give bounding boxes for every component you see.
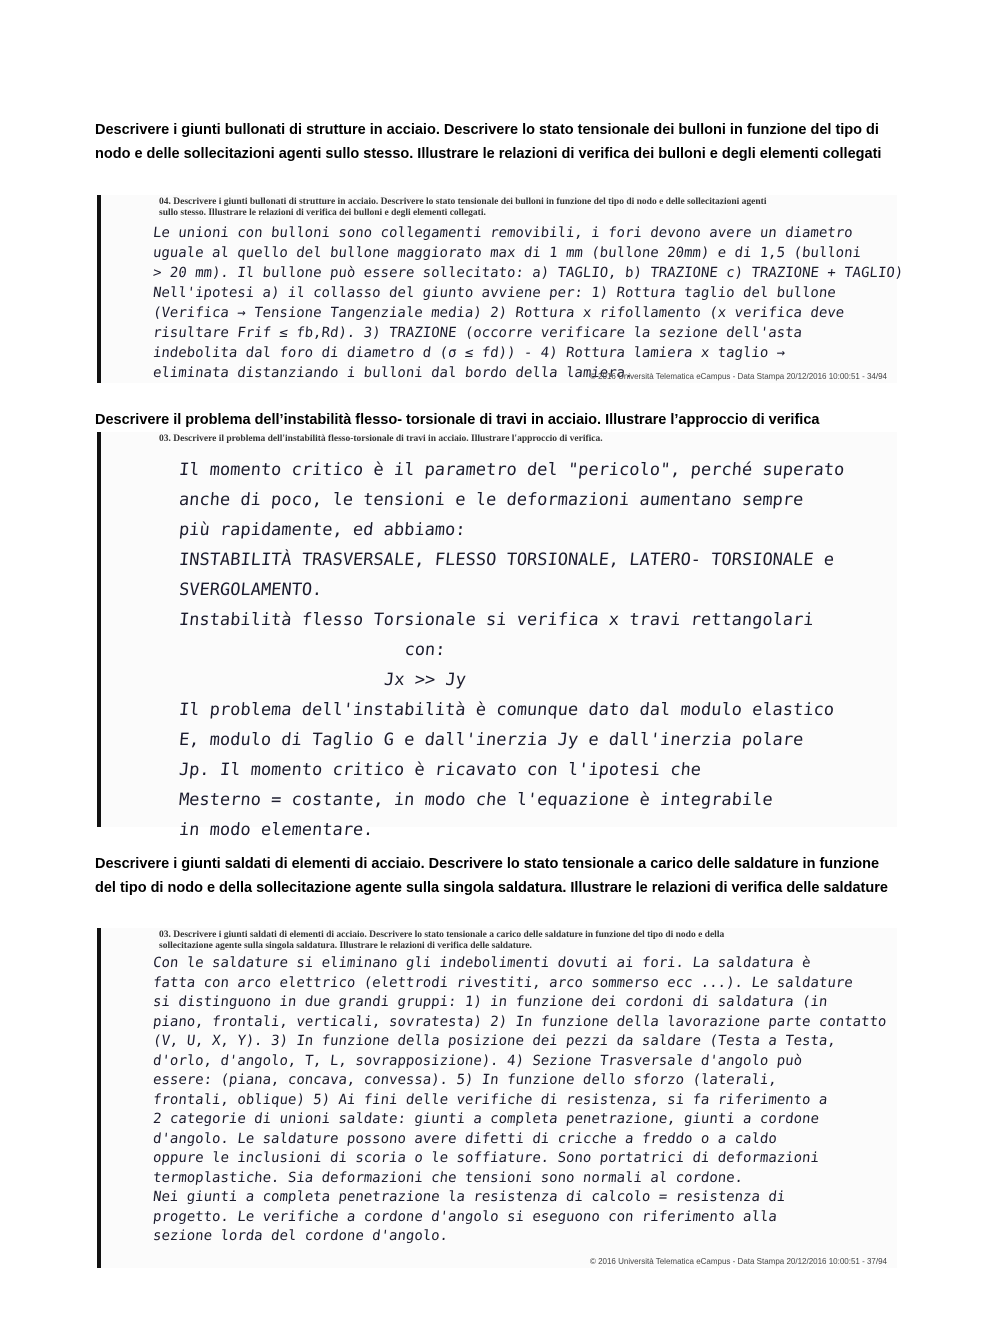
answer-line: Il momento critico è il parametro del "pericolo", perché superato: [178, 460, 846, 480]
answer-line: oppure le inclusioni di scoria o le soffiature. Sono portatrici di deformazioni: [152, 1150, 820, 1166]
answer-line: > 20 mm). Il bullone può essere sollecitato: a) TAGLIO, b) TRAZIONE c) TRAZIONE + TAGLIO): [152, 265, 904, 281]
answer-line: più rapidamente, ed abbiamo:: [178, 520, 467, 540]
answer-line: INSTABILITÀ TRASVERSALE, FLESSO TORSIONALE, LATERO- TORSIONALE e: [178, 550, 835, 570]
answer-line: fatta con arco elettrico (elettrodi rivestiti, arco sommerso ecc ...). Le saldature: [152, 974, 854, 991]
answer-line: Nell'ipotesi a) il collasso del giunto avviene per: 1) Rottura taglio del bullone: [152, 285, 837, 301]
handwritten-answer-2: [101, 445, 846, 845]
scan-1-question-header: 04. Descrivere i giunti bullonati di strutture in acciaio. Descrivere lo stato tensionale dei bulloni in funzione del tipo di nodo e delle sollecitazioni agenti sullo stesso. Illustrare le relazioni di verifica dei bulloni e degli elementi collegati.: [159, 197, 767, 218]
answer-line: Instabilità flesso Torsionale si verifica x travi rettangolari: [178, 610, 815, 630]
scan-3-footer: © 2016 Università Telematica eCampus - Data Stampa 20/12/2016 10:00:51 - 37/94: [589, 1257, 887, 1266]
answer-line: (V, U, X, Y). 3) In funzione della posizione dei pezzi da saldare (Testa a Testa,: [152, 1033, 837, 1049]
answer-line: sezione lorda del cordone d'angolo.: [152, 1228, 449, 1244]
answer-line: indebolita dal foro di diametro d (σ ≤ fd)) - 4) Rottura lamiera x taglio →: [152, 345, 786, 361]
scan-2-question-header: 03. Descrivere il problema dell'instabilità flesso-torsionale di travi in acciaio. Illustrare l'approccio di verifica.: [159, 434, 603, 444]
answer-line: risultare Frif ≤ fb,Rd). 3) TRAZIONE (occorre verificare la sezione dell'asta: [152, 325, 803, 341]
answer-line: eliminata distanziando i bulloni dal bordo della lamiera.: [152, 365, 635, 381]
answer-line: Con le saldature si eliminano gli indebolimenti dovuti ai fori. La saldatura è: [152, 955, 812, 971]
scan-1-footer: © 2016 Università Telematica eCampus - Data Stampa 20/12/2016 10:00:51 - 34/94: [589, 372, 887, 381]
answer-line: con:: [403, 640, 447, 660]
answer-line: SVERGOLAMENTO.: [178, 580, 324, 600]
handwritten-answer-2-scan: [97, 432, 897, 840]
handwritten-answer-3-scan: [97, 928, 897, 1268]
question-1-title: Descrivere i giunti bullonati di strutture in acciaio. Descrivere lo stato tensionale dei bulloni in funzione del tipo di nodo e delle sollecitazioni agenti sullo stesso. Illustrare le relazioni di verifica dei bulloni e degli elementi collegati: [95, 122, 882, 162]
answer-line: Nei giunti a completa penetrazione la resistenza di calcolo = resistenza di: [152, 1189, 787, 1205]
answer-line: progetto. Le verifiche a cordone d'angolo si eseguono con riferimento alla: [152, 1208, 778, 1225]
handwritten-answer-1-scan: [97, 195, 904, 383]
handwritten-answer-3: [101, 952, 888, 1247]
answer-line: essere: (piana, concava, convessa). 5) In funzione dello sforzo (laterali,: [152, 1072, 778, 1088]
formula-line: Jx >> Jy: [383, 670, 467, 690]
answer-line: E, modulo di Taglio G e dall'inerzia Jy e dall'inerzia polare: [178, 730, 805, 750]
answer-line: 2 categorie di unioni saldate: giunti a completa penetrazione, giunti a cordone: [152, 1111, 820, 1127]
answer-line: d'angolo. Le saldature possono avere difetti di cricche a freddo o a caldo: [152, 1130, 778, 1147]
answer-line: piano, frontali, verticali, sovratesta) 2) In funzione della lavorazione parte contatto: [152, 1013, 888, 1030]
answer-line: Il problema dell'instabilità è comunque dato dal modulo elastico: [178, 700, 835, 720]
question-3-title: Descrivere i giunti saldati di elementi di acciaio. Descrivere lo stato tensionale a carico delle saldature in funzione del tipo di nodo e della sollecitazione agente sulla singola saldatura. Illustrare le relazioni di verifica delle saldature: [95, 856, 888, 896]
answer-line: si distinguono in due grandi gruppi: 1) in funzione dei cordoni di saldatura (in: [152, 994, 829, 1010]
scan-3-question-header: 03. Descrivere i giunti saldati di elementi di acciaio. Descrivere lo stato tensionale a carico delle saldature in funzione del tipo di nodo e della sollecitazione agente sulla singola saldatura. Illustrare le relazioni di verifica delle saldature.: [159, 930, 725, 951]
answer-line: anche di poco, le tensioni e le deformazioni aumentano sempre: [178, 490, 805, 510]
answer-line: Jp. Il momento critico è ricavato con l'ipotesi che: [178, 760, 702, 780]
answer-line: d'orlo, d'angolo, T, L, sovrapposizione). 4) Sezione Trasversale d'angolo può: [152, 1052, 803, 1069]
answer-line: uguale al quello del bullone maggiorato max di 1 mm (bullone 20mm) e di 1,5 (bulloni: [152, 245, 862, 261]
answer-line: Mesterno = costante, in modo che l'equazione è integrabile: [178, 790, 774, 810]
answer-line: Le unioni con bulloni sono collegamenti removibili, i fori devono avere un diametro: [152, 225, 854, 241]
answer-line: frontali, oblique) 5) Ai fini delle verifiche di resistenza, si fa riferimento a: [152, 1091, 829, 1108]
question-2-title: Descrivere il problema dell’instabilità flesso- torsionale di travi in acciaio. Illustrare l’approccio di verifica: [95, 412, 820, 428]
answer-line: (Verifica → Tensione Tangenziale media) 2) Rottura x rifollamento (x verifica deve: [152, 305, 845, 321]
answer-line: termoplastiche. Sia deformazioni che tensioni sono normali al cordone.: [152, 1169, 744, 1186]
handwritten-answer-1: [101, 219, 904, 383]
answer-line: in modo elementare.: [178, 820, 375, 840]
